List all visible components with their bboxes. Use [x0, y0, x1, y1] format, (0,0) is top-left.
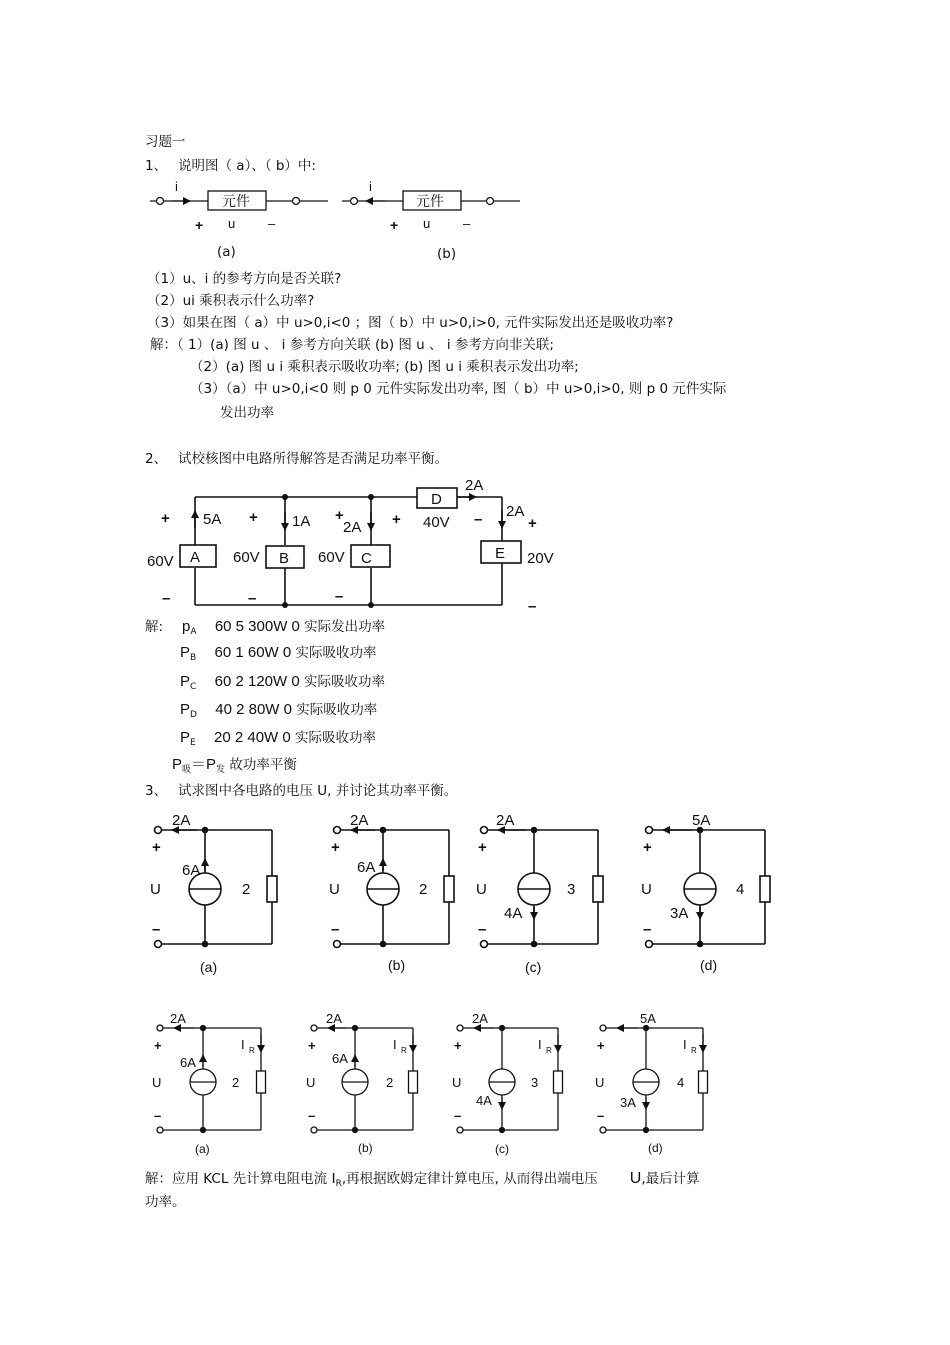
q1-answer-3: （3）（a）中 u>0,i<0 则 p 0 元件实际发出功率, 图（ b）中 u>0,i>0, 则 p 0 元件实际	[190, 381, 727, 397]
q3-circuit-q3-small.0	[157, 1025, 266, 1133]
terminal	[481, 827, 488, 834]
q2-minus-A: –	[162, 590, 171, 607]
subscript: 发	[216, 765, 226, 775]
note: 实际吸收功率	[295, 730, 377, 746]
exercise-heading: 习题一	[145, 134, 186, 150]
q2-label-C: C	[361, 550, 372, 567]
node	[203, 942, 208, 947]
node	[500, 1026, 505, 1031]
terminal	[334, 941, 341, 948]
q1-answer-4: 发出功率	[220, 405, 274, 421]
voltage-label: U	[306, 1075, 316, 1090]
caption-label: (b)	[388, 957, 406, 973]
source-current-label: 6A	[182, 862, 201, 879]
subscript: E	[190, 738, 196, 748]
resistance-label: 2	[419, 881, 428, 898]
q3-large-circuits	[150, 812, 770, 975]
q1-item-1: （1）u、i 的参考方向是否关联?	[147, 271, 342, 287]
subscript: B	[190, 653, 197, 663]
q1-number: 1、	[145, 158, 168, 174]
q2-plus-E: +	[528, 515, 537, 532]
q2-current-E: 2A	[506, 503, 525, 520]
ir-subscript: R	[546, 1046, 552, 1055]
ir-label: I	[538, 1037, 542, 1052]
voltage-label: U	[476, 881, 487, 898]
caption-label: (b)	[358, 1141, 373, 1155]
q1-b-minus: –	[463, 216, 471, 231]
node	[203, 828, 208, 833]
plus-label: +	[331, 839, 340, 856]
node	[698, 942, 703, 947]
plus-label: +	[152, 839, 161, 856]
voltage-label: U	[150, 881, 161, 898]
top-current-label: 2A	[172, 812, 191, 829]
q3-circuit-q3-small.3	[600, 1025, 708, 1133]
q2-voltage-B: 60V	[233, 549, 260, 566]
q1-a-minus: –	[268, 216, 276, 231]
subscript: D	[190, 710, 197, 720]
top-current-label: 2A	[496, 812, 515, 829]
caption-label: (d)	[648, 1141, 663, 1155]
top-current-label: 5A	[640, 1011, 656, 1026]
q2-label-E: E	[495, 545, 506, 562]
q2-number: 2、	[145, 451, 168, 467]
resistance-label: 4	[736, 881, 745, 898]
text: ,最后计算	[641, 1171, 700, 1187]
top-current-label: 2A	[472, 1011, 488, 1026]
source-current-label: 6A	[180, 1055, 196, 1070]
top-current-label: 5A	[692, 812, 711, 829]
terminal	[481, 941, 488, 948]
minus-label: –	[454, 1108, 462, 1123]
q1-b-plus: +	[390, 217, 399, 233]
values: 20 2 40W 0	[214, 729, 291, 746]
caption-label: (a)	[200, 959, 218, 975]
symbol: P	[180, 701, 191, 718]
q2-solution-prefix: 解:	[145, 619, 164, 635]
caption-label: (c)	[525, 959, 542, 975]
q2-node	[368, 602, 374, 608]
subscript: R	[335, 1179, 342, 1189]
q3-solution-line-2: 功率。	[145, 1194, 186, 1210]
q1-caption-a: (a)	[217, 244, 236, 260]
resistance-label: 3	[531, 1075, 539, 1090]
caption-label: (c)	[495, 1142, 509, 1156]
terminal	[457, 1127, 463, 1133]
source-current-label: 6A	[357, 859, 376, 876]
source-current-label: 4A	[476, 1093, 492, 1108]
voltage-label: U	[641, 881, 652, 898]
node	[532, 942, 537, 947]
node	[381, 942, 386, 947]
q2-label-A: A	[190, 549, 201, 566]
source-current-label: 3A	[670, 905, 689, 922]
minus-label: –	[154, 1108, 162, 1123]
q2-current-B: 1A	[292, 513, 311, 530]
minus-label: –	[597, 1108, 605, 1123]
q1-item-3: （3）如果在图（ a）中 u>0,i<0 ；图（ b）中 u>0,i>0, 元件实际发出还是吸收功率?	[147, 315, 674, 331]
voltage-label: U	[452, 1075, 462, 1090]
q3-number: 3、	[145, 783, 168, 799]
q2-minus-E: –	[528, 598, 537, 615]
q3-circuit-q3-big.1	[334, 827, 455, 948]
top-current-label: 2A	[350, 812, 369, 829]
resistor	[760, 876, 770, 902]
symbol: P	[180, 729, 191, 746]
resistor	[444, 876, 454, 902]
q1-a-plus: +	[195, 217, 204, 233]
q2-current-C: 2A	[343, 519, 362, 536]
minus-label: –	[643, 921, 652, 938]
q1-answer-1: 解：（ 1）(a) 图 u 、 i 参考方向关联 (b) 图 u 、 i 参考方向非关联;	[150, 337, 554, 353]
node	[201, 1026, 206, 1031]
q3-small-circuits	[152, 1011, 708, 1156]
symbol: P	[172, 756, 183, 773]
q2-current-D: 2A	[465, 477, 484, 494]
resistance-label: 4	[677, 1075, 685, 1090]
ir-label: I	[393, 1037, 397, 1052]
q2-plus-D: +	[392, 511, 401, 528]
text: 解：应用 KCL 先计算电阻电流	[145, 1171, 332, 1187]
q2-minus-D: –	[474, 511, 483, 528]
q2-prompt: 试校核图中电路所得解答是否满足功率平衡。	[178, 451, 448, 467]
caption-label: (d)	[700, 957, 718, 973]
top-current-label: 2A	[170, 1011, 186, 1026]
terminal	[646, 827, 653, 834]
note: 实际发出功率	[304, 619, 386, 635]
node	[353, 1026, 358, 1031]
values: 60 2 120W 0	[214, 673, 300, 690]
ir-subscript: R	[401, 1046, 407, 1055]
plus-label: +	[597, 1038, 605, 1053]
q2-plus-B: +	[249, 509, 258, 526]
node	[500, 1128, 505, 1133]
symbol: P	[180, 673, 191, 690]
q2-node	[282, 494, 288, 500]
q2-plus-A: +	[161, 510, 170, 527]
q1-b-u-label: u	[423, 216, 431, 231]
q2-minus-B: –	[248, 590, 257, 607]
q2-label-D: D	[431, 491, 442, 508]
resistance-label: 2	[386, 1075, 394, 1090]
q1-a-i-label: i	[175, 179, 178, 194]
terminal	[457, 1025, 463, 1031]
q3-prompt: 试求图中各电路的电压 U, 并讨论其功率平衡。	[178, 783, 458, 799]
subscript: C	[190, 682, 197, 692]
conclusion: 故功率平衡	[225, 757, 297, 773]
q3-circuit-q3-small.2	[457, 1025, 563, 1133]
note: 实际吸收功率	[303, 674, 385, 690]
terminal	[311, 1025, 317, 1031]
q2-voltage-A: 60V	[147, 553, 174, 570]
node	[532, 828, 537, 833]
minus-label: –	[152, 921, 161, 938]
q1-item-2: （2）ui 乘积表示什么功率?	[147, 293, 315, 309]
node	[381, 828, 386, 833]
terminal	[155, 941, 162, 948]
node	[644, 1128, 649, 1133]
voltage-label: U	[595, 1075, 605, 1090]
q2-node	[282, 602, 288, 608]
node	[353, 1128, 358, 1133]
values: 40 2 80W 0	[215, 701, 292, 718]
q3-circuit-q3-big.0	[155, 827, 278, 948]
source-current-label: 3A	[620, 1095, 636, 1110]
resistance-label: 2	[242, 881, 251, 898]
resistor	[409, 1071, 418, 1093]
resistor	[267, 876, 277, 902]
note: 实际吸收功率	[296, 702, 378, 718]
text: ,再根据欧姆定律计算电压, 从而得出端电压	[341, 1171, 598, 1187]
node	[201, 1128, 206, 1133]
q1-a-u-label: u	[228, 216, 236, 231]
q3-circuit-q3-small.1	[311, 1025, 418, 1133]
terminal	[600, 1127, 606, 1133]
q2-voltage-D: 40V	[423, 514, 450, 531]
symbol: p	[182, 618, 191, 635]
terminal	[157, 1025, 163, 1031]
resistor	[593, 876, 603, 902]
q3-circuit-q3-big.2	[481, 827, 604, 948]
minus-label: –	[331, 921, 340, 938]
note: 实际吸收功率	[295, 645, 377, 661]
q1-caption-b: (b)	[437, 246, 457, 262]
resistor	[699, 1071, 708, 1093]
q1-prompt: 说明图（ a）、（ b）中:	[178, 158, 316, 174]
plus-label: +	[154, 1038, 162, 1053]
voltage-label: U	[152, 1075, 162, 1090]
resistance-label: 2	[232, 1075, 240, 1090]
plus-label: +	[308, 1038, 316, 1053]
top-current-label: 2A	[326, 1011, 342, 1026]
terminal	[157, 1127, 163, 1133]
q1-answer-2: （2）(a) 图 u i 乘积表示吸收功率; (b) 图 u i 乘积表示发出功率;	[190, 359, 579, 375]
terminal	[334, 827, 341, 834]
q3-circuit-q3-big.3	[646, 827, 771, 948]
ir-label: I	[241, 1037, 245, 1052]
plus-label: +	[643, 839, 652, 856]
ir-subscript: R	[249, 1046, 255, 1055]
terminal	[311, 1127, 317, 1133]
ir-label: I	[683, 1037, 687, 1052]
symbol: I	[331, 1170, 336, 1187]
equals: ＝P	[191, 756, 217, 773]
subscript: A	[190, 627, 197, 637]
voltage-label: U	[329, 881, 340, 898]
source-current-label: 4A	[504, 905, 523, 922]
q2-circuit	[180, 488, 521, 605]
ir-subscript: R	[691, 1046, 697, 1055]
plus-label: +	[478, 839, 487, 856]
q1-a-element-label: 元件	[222, 193, 250, 209]
values: 60 5 300W 0	[214, 618, 300, 635]
plus-label: +	[454, 1038, 462, 1053]
q2-node	[368, 494, 374, 500]
q2-voltage-E: 20V	[527, 550, 554, 567]
source-current-label: 6A	[332, 1051, 348, 1066]
symbol: P	[180, 644, 191, 661]
terminal	[155, 827, 162, 834]
q2-voltage-C: 60V	[318, 549, 345, 566]
terminal	[600, 1025, 606, 1031]
q1-b-i-label: i	[369, 179, 372, 194]
subscript: 吸	[182, 765, 192, 775]
q2-current-A: 5A	[203, 511, 222, 528]
minus-label: –	[478, 921, 487, 938]
values: 60 1 60W 0	[214, 644, 292, 661]
terminal	[646, 941, 653, 948]
q2-plus-C: +	[335, 507, 344, 524]
minus-label: –	[308, 1108, 316, 1123]
node	[644, 1026, 649, 1031]
caption-label: (a)	[195, 1142, 210, 1156]
q2-minus-C: –	[335, 588, 344, 605]
q1-b-element-label: 元件	[416, 193, 444, 209]
resistor	[554, 1071, 563, 1093]
q2-label-B: B	[279, 550, 290, 567]
resistance-label: 3	[567, 881, 576, 898]
symbol: U	[629, 1170, 642, 1187]
resistor	[257, 1071, 266, 1093]
